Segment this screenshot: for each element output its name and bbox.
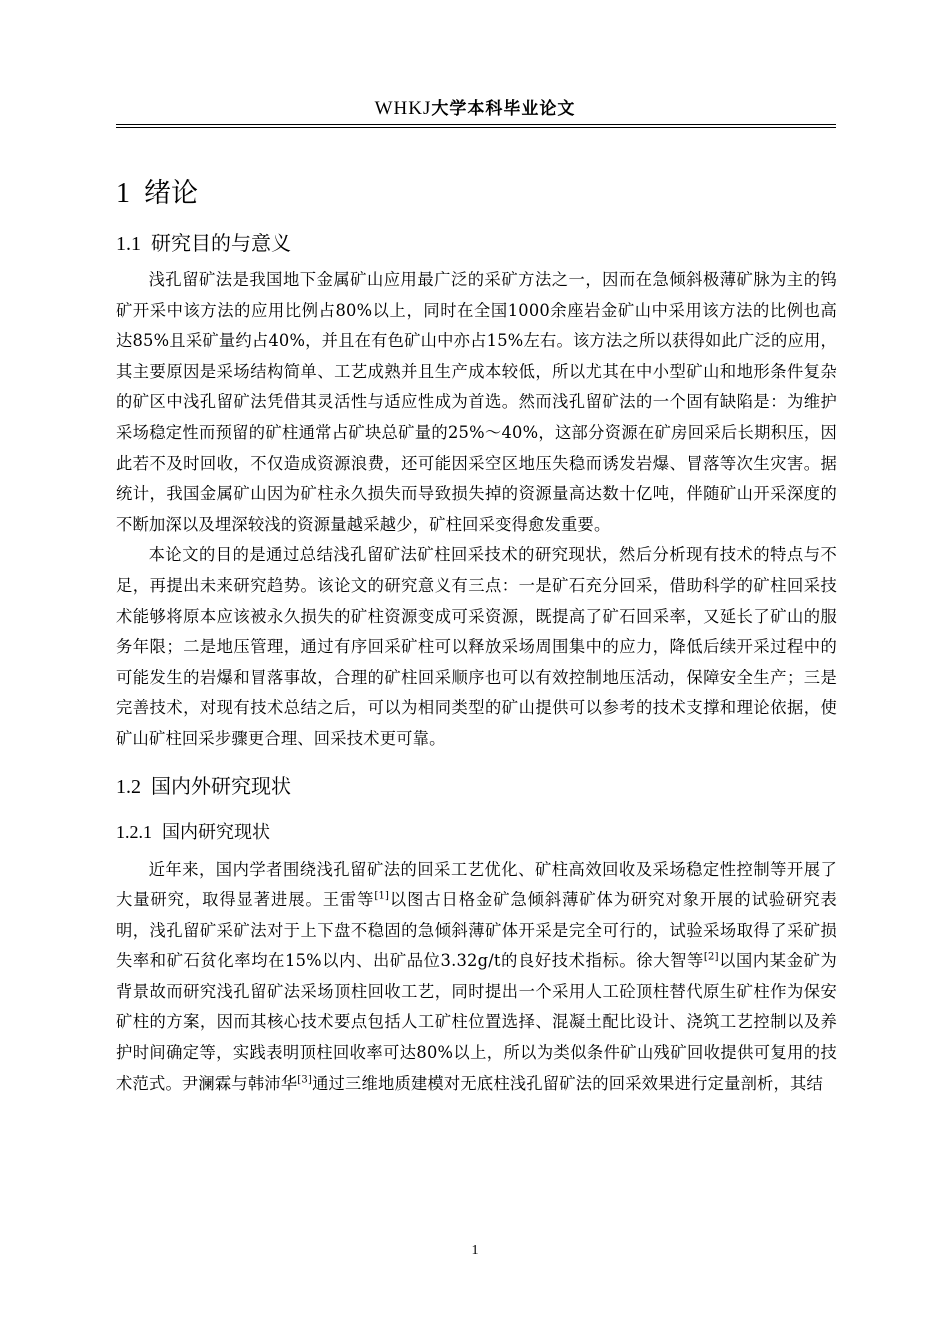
subsection-heading-1-2-1: [116, 816, 837, 849]
citation-1: [1]: [374, 890, 390, 902]
chapter-heading: [116, 172, 837, 216]
paragraph: 浅孔留矿法是我国地下金属矿山应用最广泛的采矿方法之一，因而在急倾斜极薄矿脉为主的钨矿开采中该方法的应用比例占80%以上，同时在全国1000余座岩金矿山中采用该方法的比例也高达85%且采矿量约占40%，并且在有色矿山中亦占15%左右。该方法之所以获得如此广泛的应用，其主要原因是采场结构简单、工艺成熟并且生产成本较低，所以尤其在中小型矿山和地形条件复杂的矿区中浅孔留矿法凭借其灵活性与适应性成为首选。然而浅孔留矿法的一个固有缺陷是：为维护采场稳定性而预留的矿柱通常占矿块总矿量的25%～40%，这部分资源在矿房回采后长期积压，因此若不及时回收，不仅造成资源浪费，还可能因采空区地压失稳而诱发岩爆、冒落等次生灾害。据统计，我国金属矿山因为矿柱永久损失而导致损失掉的资源量高达数十亿吨，伴随矿山开采深度的不断加深以及埋深较浅的资源量越采越少，矿柱回采变得愈发重要。: [116, 270, 837, 534]
chapter-title: 绪论: [144, 178, 198, 209]
text-run: 以图古日格金矿急倾斜薄矿体为研究对象开展的试验研究表明，浅孔留矿采矿法对于上下盘不稳固的急倾斜薄矿体开采是完全可行的，试验采场取得了采矿损失率和矿石贫化率均在15%以内、出矿品位3.32g/t的良好技术指标。徐大智等: [116, 890, 837, 971]
subsection-title: 国内研究现状: [162, 821, 270, 843]
text-run: 以国内某金矿为背景故而研究浅孔留矿法采场顶柱回收工艺，同时提出一个采用人工砼顶柱替代原生矿柱作为保安矿柱的方案，因而其核心技术要点包括人工矿柱位置选择、混凝土配比设计、浇筑工艺控制以及养护时间确定等，实践表明顶柱回收率可达80%以上，所以为类似条件矿山残矿回收提供可复用的技术范式。尹澜霖与韩沛华: [116, 951, 837, 1093]
section-title: 研究目的与意义: [151, 231, 291, 255]
paragraph: 本论文的目的是通过总结浅孔留矿法矿柱回采技术的研究现状，然后分析现有技术的特点与不足，再提出未来研究趋势。该论文的研究意义有三点：一是矿石充分回采，借助科学的矿柱回采技术能够将原本应该被永久损失的矿柱资源变成可采资源，既提高了矿石回采率，又延长了矿山的服务年限；二是地压管理，通过有序回采矿柱可以释放采场周围集中的应力，降低后续开采过程中的可能发生的岩爆和冒落事故，合理的矿柱回采顺序也可以有效控制地压活动，保障安全生产；三是完善技术，对现有技术总结之后，可以为相同类型的矿山提供可以参考的技术支撑和理论依据，使矿山矿柱回采步骤更合理、回采技术更可靠。: [116, 545, 837, 748]
citation-3: [3]: [297, 1074, 313, 1086]
page-number: 1: [471, 1243, 479, 1258]
header-prefix: WHKJ: [374, 98, 432, 119]
section-number: 1.2: [116, 775, 141, 798]
section-number: 1.1: [116, 233, 141, 255]
paragraph-with-citations: [116, 855, 837, 1100]
header-double-rule: [116, 124, 836, 128]
chapter-number: 1: [116, 178, 130, 209]
subsection-number: 1.2.1: [116, 821, 152, 842]
section-title: 国内外研究现状: [151, 773, 291, 798]
text-run: 通过三维地质建模对无底柱浅孔留矿法的回采效果进行定量剖析，其结: [312, 1073, 823, 1093]
page-body: [116, 172, 837, 1099]
running-header: [0, 94, 950, 120]
header-title: 大学本科毕业论文: [431, 99, 576, 119]
section-heading-1-2: [116, 769, 837, 804]
section-heading-1-1: [116, 226, 837, 261]
text-run: 近年来，国内学者围绕浅孔留矿法的回采工艺优化、矿柱高效回收及采场稳定性控制等开展了大量研究，取得显著进展。王雷等: [116, 859, 837, 910]
citation-2: [2]: [703, 951, 719, 963]
